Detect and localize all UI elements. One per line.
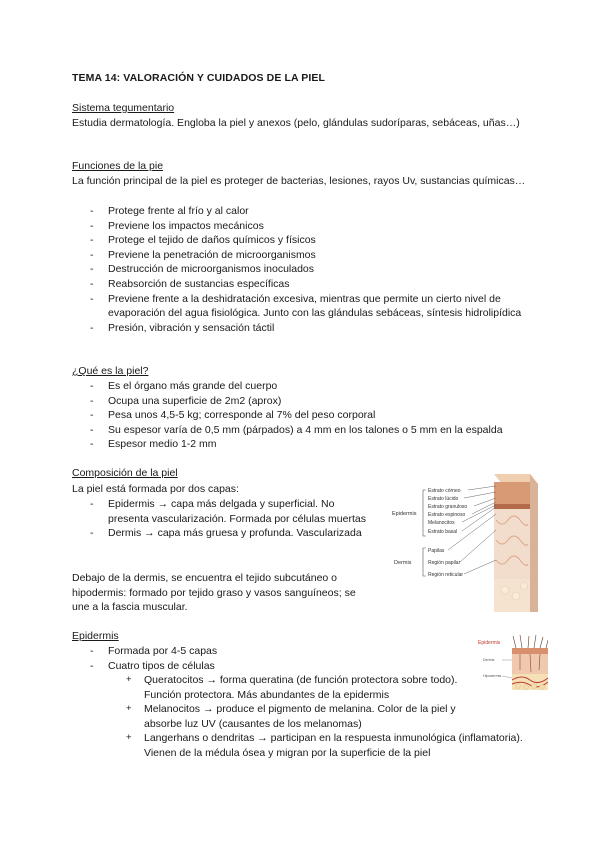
figure-label: Epidermis: [478, 640, 501, 646]
list-item: - Cuatro tipos de células: [72, 659, 372, 674]
list-item: - Dermis → capa más gruesa y profunda. Vascularizada: [72, 526, 378, 541]
figure-label: Estrato basal: [428, 529, 458, 535]
group-label-epidermis: Epidermis: [392, 511, 417, 517]
figure-label: Papilas: [428, 548, 445, 554]
skin-cross-section-figure: [476, 634, 548, 692]
skin-block-side: [530, 474, 538, 612]
dermis-band: [494, 509, 530, 579]
que-es-list: [72, 379, 552, 452]
skin-layers-figure: [390, 470, 538, 616]
section-heading-epidermis: Epidermis: [72, 630, 119, 642]
list-item: - Formada por 4-5 capas: [72, 644, 372, 659]
figure-label: Hipodermis: [483, 674, 502, 678]
list-item: - Previene la penetración de microorganismos: [72, 248, 542, 263]
list-item: - Ocupa una superficie de 2m2 (aprox): [72, 394, 552, 409]
epidermis-layer: [512, 648, 548, 654]
composicion-intro: La piel está formada por dos capas:: [72, 483, 239, 495]
funciones-list: [72, 204, 542, 335]
list-item: - Presión, vibración y sensación táctil: [72, 321, 542, 336]
list-item: - Pesa unos 4,5-5 kg; corresponde al 7% del peso corporal: [72, 408, 552, 423]
funciones-intro: La función principal de la piel es proteger de bacterias, lesiones, rayos Uv, sustancias químicas…: [72, 175, 526, 187]
list-item: - Epidermis → capa más delgada y superficial. No presenta vascularización. Formada por células muertas: [72, 497, 378, 526]
composicion-list: [72, 497, 378, 541]
figure-label: Estrato lúcido: [428, 496, 459, 502]
section-heading-que-es: ¿Qué es la piel?: [72, 365, 149, 377]
epidermis-list: [72, 644, 372, 673]
figure-label: Estrato espinoso: [428, 512, 466, 518]
figure-label: Dermis: [483, 658, 495, 662]
list-item: - Su espesor varía de 0,5 mm (párpados) a 4 mm en los talones o 5 mm en la espalda: [72, 423, 552, 438]
list-item: - Previene los impactos mecánicos: [72, 219, 542, 234]
list-item: - Previene frente a la deshidratación excesiva, mientras que permite un cierto nivel de evaporación del agua fisiológica. Junto con las glándulas sebáceas, síntesis hidrolipídica: [72, 292, 542, 321]
section-heading-composicion: Composición de la piel: [72, 467, 178, 479]
list-item: - Es el órgano más grande del cuerpo: [72, 379, 552, 394]
epidermis-cell-types: [124, 673, 528, 761]
section-heading-sistema: Sistema tegumentario: [72, 102, 175, 114]
epidermis-band: [494, 482, 530, 504]
figure-label: Región reticular: [428, 572, 464, 578]
basal-band: [494, 504, 530, 509]
figure-label: Melanocitos: [428, 520, 455, 526]
section-heading-funciones: Funciones de la pie: [72, 160, 164, 172]
figure-label: Estrato córneo: [428, 488, 461, 494]
list-item: - Destrucción de microorganismos inoculados: [72, 262, 542, 277]
figure-label: Región papilar: [428, 560, 461, 566]
list-item: - Protege frente al frío y al calor: [72, 204, 542, 219]
composicion-after: Debajo de la dermis, se encuentra el tejido subcutáneo o hipodermis: formado por tejido graso y vasos sanguíneos; se une a la fascia muscular.: [72, 572, 356, 613]
list-item: + Queratocitos → forma queratina (de función protectora sobre todo). Función protectora. Más abundantes de la epidermis: [124, 673, 462, 702]
list-item: - Protege el tejido de daños químicos y físicos: [72, 233, 542, 248]
document-title: TEMA 14: VALORACIÓN Y CUIDADOS DE LA PIEL: [72, 72, 326, 84]
figure-label: Estrato granuloso: [428, 504, 468, 510]
list-item: + Langerhans o dendritas → participan en la respuesta inmunológica (inflamatoria). Vienen de la médula ósea y migran por la superficie de la piel: [124, 731, 528, 760]
list-item: + Melanocitos → produce el pigmento de melanina. Color de la piel y absorbe luz UV (causantes de los melanomas): [124, 702, 462, 731]
list-item: - Espesor medio 1-2 mm: [72, 437, 552, 452]
list-item: - Reabsorción de sustancias específicas: [72, 277, 542, 292]
sistema-text: Estudia dermatología. Engloba la piel y anexos (pelo, glándulas sudoríparas, sebáceas, uñas…): [72, 117, 520, 129]
group-label-dermis: Dermis: [394, 560, 412, 566]
